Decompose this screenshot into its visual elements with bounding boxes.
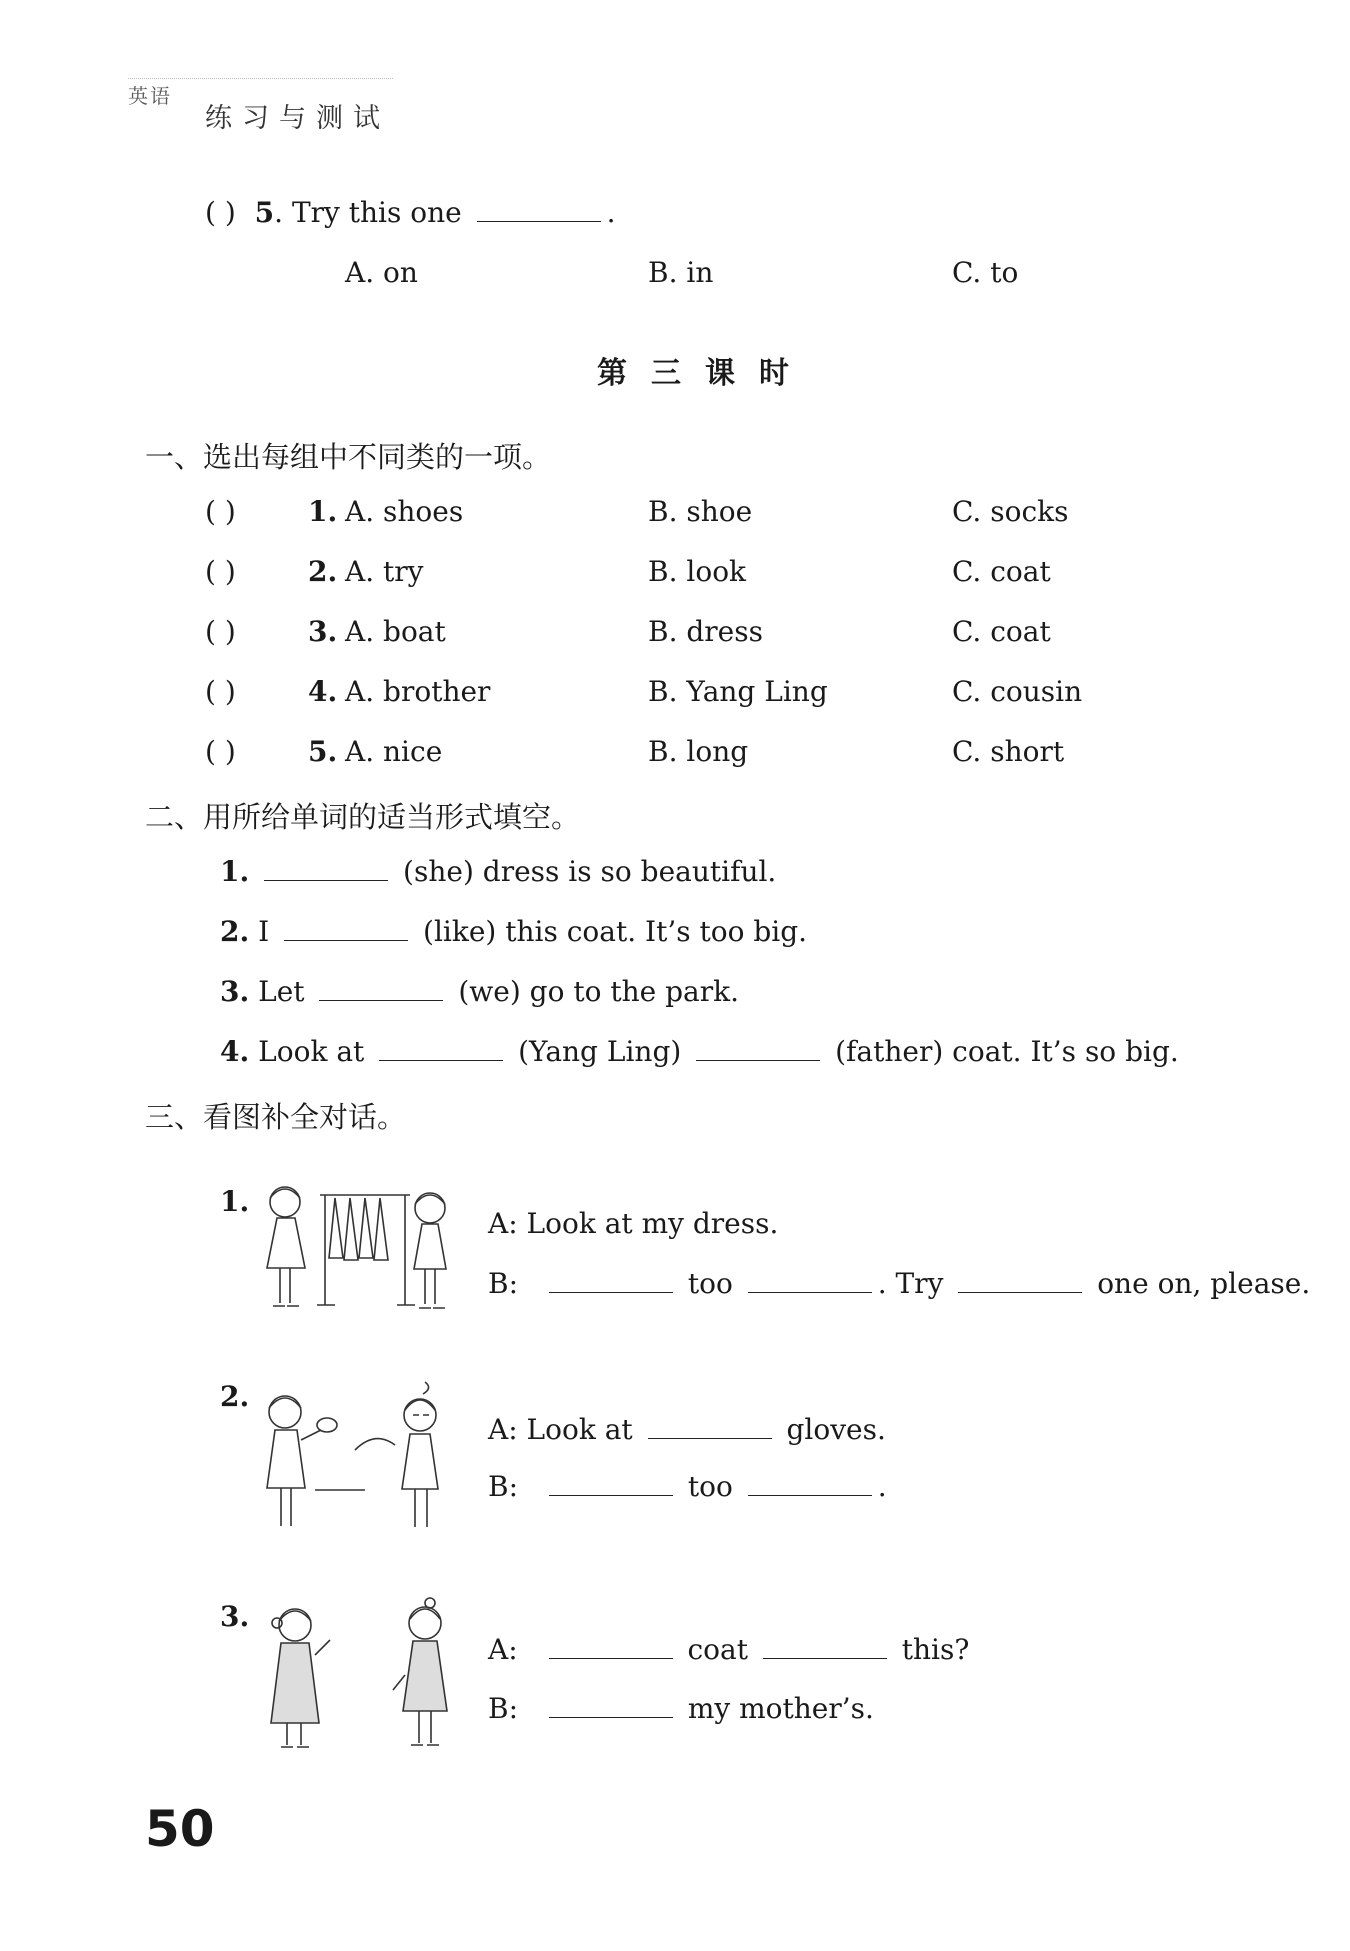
dialog-number: 1.: [220, 1185, 250, 1218]
answer-paren[interactable]: ( ): [205, 615, 236, 648]
question-number: 5.: [308, 735, 338, 768]
item-text: coat. It’s so big.: [952, 1035, 1179, 1068]
answer-blank[interactable]: [284, 918, 408, 941]
item-text: Let: [258, 975, 305, 1008]
option-a: A. nice: [345, 735, 443, 768]
option-c: C. socks: [952, 495, 1069, 528]
item-text: this coat. It’s too big.: [505, 915, 808, 948]
answer-paren: ( ): [205, 196, 236, 229]
speaker-label: B:: [488, 1267, 519, 1300]
item-text: dress is so beautiful.: [482, 855, 777, 888]
option-c: C. short: [952, 735, 1065, 768]
word-hint: (like): [423, 915, 497, 948]
option-a: A. shoes: [345, 495, 464, 528]
girls-clothes-rack-picture: [255, 1180, 460, 1320]
option-a: A. brother: [345, 675, 491, 708]
answer-blank[interactable]: [477, 199, 601, 222]
dialog-number: 3.: [220, 1600, 250, 1633]
option-c: C. cousin: [952, 675, 1083, 708]
dialog2-line-b: [488, 1470, 887, 1503]
question-number: 2.: [308, 555, 338, 588]
fill-item-2: [220, 915, 807, 948]
item-number: 1.: [220, 855, 250, 888]
answer-blank[interactable]: [549, 1473, 673, 1496]
word-hint: (we): [458, 975, 521, 1008]
question-number: 5: [254, 196, 275, 229]
option-b: B. shoe: [648, 495, 753, 528]
option-a: A. on: [345, 256, 418, 289]
dialog1-line-b: [488, 1267, 1310, 1300]
dialog1-line-a: A: Look at my dress.: [488, 1207, 779, 1240]
dialog3-line-a: [488, 1633, 969, 1666]
dialog-number: 2.: [220, 1380, 250, 1413]
answer-blank[interactable]: [264, 858, 388, 881]
option-b: B. Yang Ling: [648, 675, 828, 708]
answer-blank[interactable]: [748, 1270, 872, 1293]
option-c: C. coat: [952, 615, 1051, 648]
speaker-label: B:: [488, 1692, 519, 1725]
header-title: 练习与测试: [205, 103, 390, 134]
fill-item-3: [220, 975, 739, 1008]
option-c: C. to: [952, 256, 1019, 289]
dialog-text: gloves.: [786, 1413, 886, 1446]
dialog-text: too: [687, 1267, 733, 1300]
section2-title: 二、用所给单词的适当形式填空。: [145, 800, 581, 834]
answer-blank[interactable]: [763, 1636, 887, 1659]
page-number: 50: [145, 1800, 215, 1858]
word-hint: (she): [403, 855, 474, 888]
answer-paren[interactable]: ( ): [205, 735, 236, 768]
item-number: 3.: [220, 975, 250, 1008]
dialog3-line-b: [488, 1692, 874, 1725]
option-b: B. dress: [648, 615, 763, 648]
answer-blank[interactable]: [648, 1416, 772, 1439]
header-divider: [128, 78, 393, 79]
answer-blank[interactable]: [549, 1270, 673, 1293]
section1-title: 一、选出每组中不同类的一项。: [145, 440, 552, 474]
dialog-text: too: [687, 1470, 733, 1503]
option-c: C. coat: [952, 555, 1051, 588]
dialog-text: this?: [901, 1633, 970, 1666]
speaker-label: B:: [488, 1470, 519, 1503]
dialog-text: coat: [687, 1633, 748, 1666]
answer-blank[interactable]: [696, 1038, 820, 1061]
girls-gloves-picture: [255, 1380, 460, 1540]
word-hint: (Yang Ling): [518, 1035, 682, 1068]
fill-item-1: [220, 855, 776, 888]
item-text: Look at: [258, 1035, 365, 1068]
answer-blank[interactable]: [549, 1636, 673, 1659]
question-number: 3.: [308, 615, 338, 648]
answer-blank[interactable]: [549, 1695, 673, 1718]
lesson-title: 第三课时: [597, 356, 813, 391]
speaker-label: A:: [488, 1633, 518, 1666]
item-number: 4.: [220, 1035, 250, 1068]
option-a: A. try: [345, 555, 424, 588]
dialog-text: A: Look at: [488, 1413, 633, 1446]
answer-blank[interactable]: [379, 1038, 503, 1061]
dialog2-line-a: [488, 1413, 886, 1446]
item-text: I: [258, 915, 270, 948]
option-b: B. look: [648, 555, 747, 588]
option-b: B. long: [648, 735, 749, 768]
dialog-text: .: [877, 1470, 887, 1503]
answer-blank[interactable]: [958, 1270, 1082, 1293]
fill-item-4: [220, 1035, 1179, 1068]
answer-blank[interactable]: [748, 1473, 872, 1496]
answer-paren[interactable]: ( ): [205, 675, 236, 708]
item-text: go to the park.: [529, 975, 739, 1008]
girls-coats-picture: [255, 1595, 460, 1760]
answer-paren[interactable]: ( ): [205, 555, 236, 588]
dialog-text: one on, please.: [1097, 1267, 1311, 1300]
question-text: Try this one: [291, 196, 462, 229]
option-b: B. in: [648, 256, 714, 289]
question-number: 4.: [308, 675, 338, 708]
question-end: .: [606, 196, 616, 229]
option-a: A. boat: [345, 615, 446, 648]
item-number: 2.: [220, 915, 250, 948]
prev-question: ( ) 5. Try this one .: [205, 196, 616, 229]
dialog-text: . Try: [877, 1267, 944, 1300]
dialog-text: my mother’s.: [687, 1692, 874, 1725]
section3-title: 三、看图补全对话。: [145, 1100, 407, 1134]
answer-paren[interactable]: ( ): [205, 495, 236, 528]
question-number: 1.: [308, 495, 338, 528]
answer-blank[interactable]: [319, 978, 443, 1001]
word-hint: (father): [835, 1035, 944, 1068]
header-subject-tag: 英语: [128, 84, 172, 108]
